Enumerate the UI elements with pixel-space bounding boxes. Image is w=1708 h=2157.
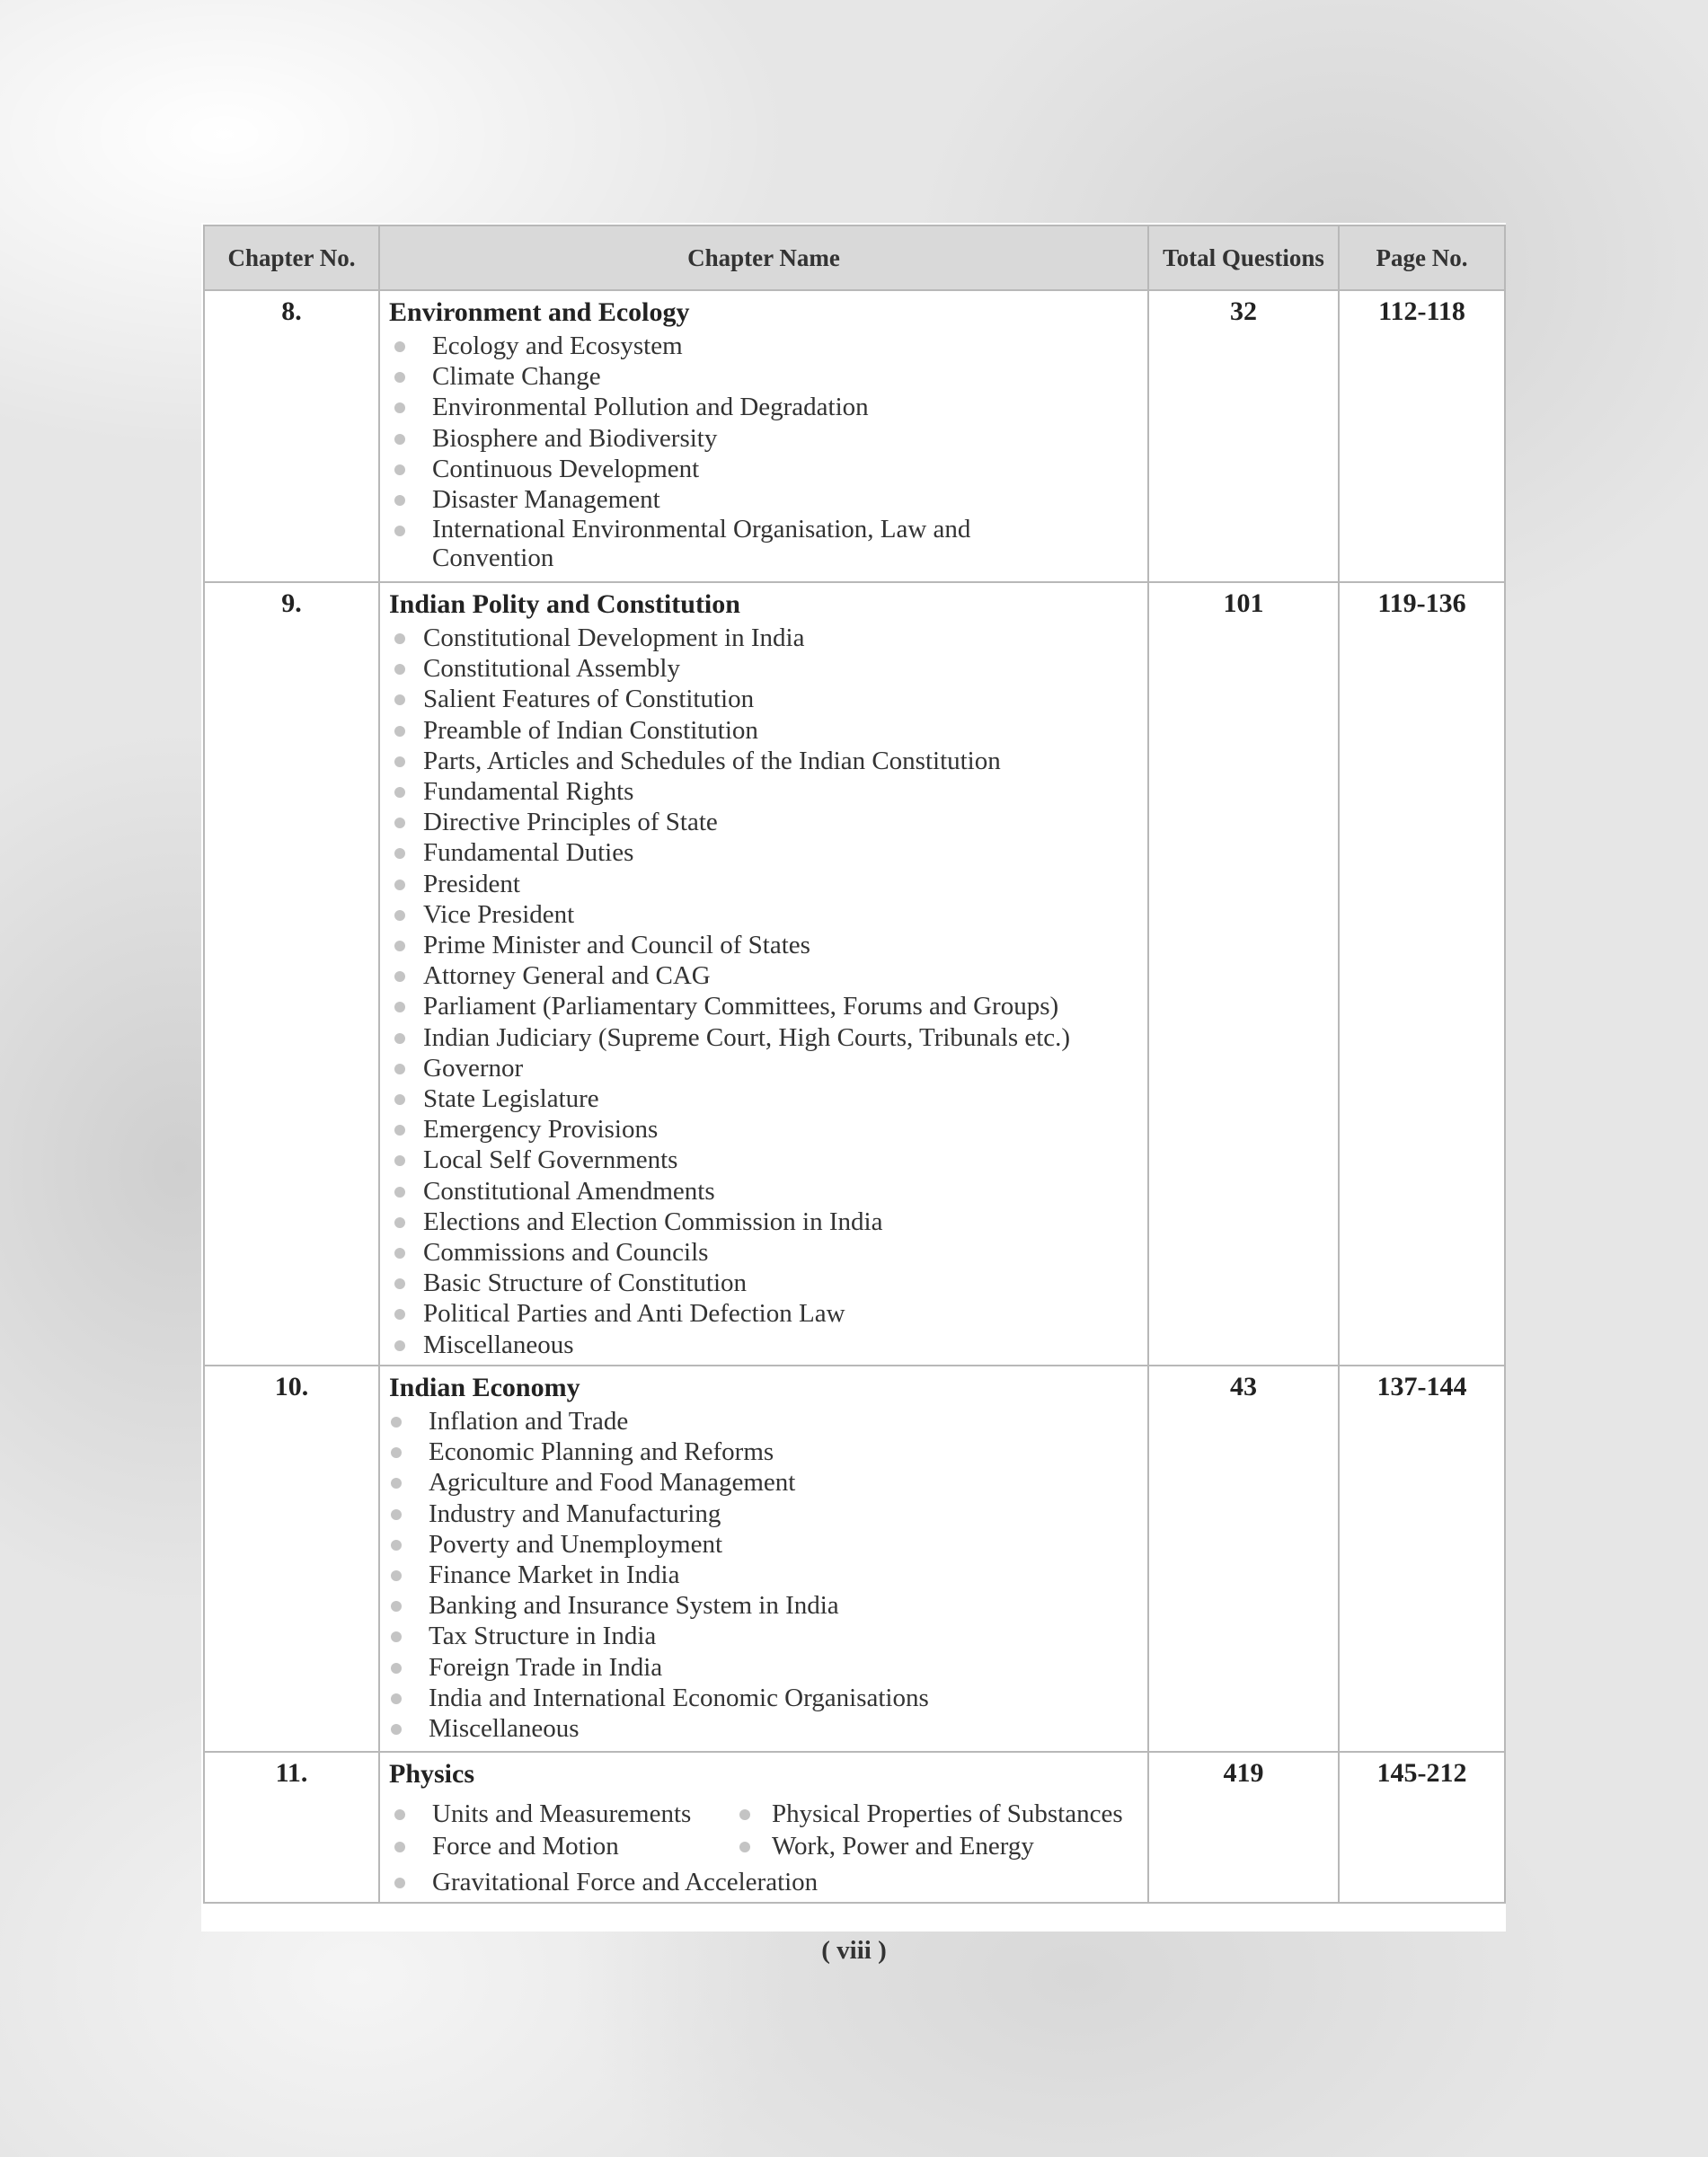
- bullet-icon: [394, 1278, 405, 1289]
- bullet-icon: [394, 464, 405, 475]
- list-item: Constitutional Development in India: [389, 623, 1138, 653]
- bullet-icon: [394, 971, 405, 982]
- list-item: Continuous Development: [389, 454, 1138, 484]
- bullet-icon: [394, 1094, 405, 1105]
- list-item: Gravitational Force and Acceleration: [389, 1866, 1147, 1898]
- list-item: Environmental Pollution and Degradation: [389, 392, 1138, 422]
- bullet-icon: [391, 1417, 402, 1428]
- bullet-icon: [394, 633, 405, 644]
- chapter-cell: [379, 1366, 1148, 1752]
- list-item: Disaster Management: [389, 484, 1138, 515]
- list-item: International Environmental Organisation, Law and Convention: [389, 515, 1138, 572]
- list-item: Political Parties and Anti Defection Law: [389, 1298, 1138, 1329]
- bullet-icon: [739, 1842, 750, 1852]
- topic-list: [389, 331, 1138, 572]
- list-item: Agriculture and Food Management: [385, 1467, 1138, 1498]
- total-questions: 101: [1148, 582, 1339, 1366]
- bullet-icon: [394, 1033, 405, 1044]
- bullet-icon: [391, 1663, 402, 1674]
- list-item: Parts, Articles and Schedules of the Indian Constitution: [389, 746, 1138, 776]
- page-range: 137-144: [1339, 1366, 1505, 1752]
- bullet-icon: [394, 941, 405, 951]
- page-range: 112-118: [1339, 290, 1505, 582]
- chapter-title: Environment and Ecology: [389, 297, 690, 327]
- list-item: Basic Structure of Constitution: [389, 1268, 1138, 1298]
- chapter-title: Physics: [389, 1759, 475, 1789]
- bullet-icon: [394, 910, 405, 921]
- list-item: Miscellaneous: [385, 1713, 1138, 1744]
- bullet-icon: [394, 372, 405, 383]
- chapter-title: Indian Polity and Constitution: [389, 589, 740, 619]
- list-item: Industry and Manufacturing: [385, 1498, 1138, 1529]
- bullet-icon: [391, 1478, 402, 1489]
- bullet-icon: [394, 1125, 405, 1136]
- bullet-icon: [394, 434, 405, 445]
- list-item: Biosphere and Biodiversity: [389, 423, 1138, 454]
- list-item: India and International Economic Organisations: [385, 1683, 1138, 1713]
- list-item: Banking and Insurance System in India: [385, 1590, 1138, 1621]
- chapter-number: 11.: [204, 1752, 379, 1903]
- bullet-icon: [391, 1509, 402, 1520]
- list-item: Attorney General and CAG: [389, 960, 1138, 991]
- list-item: Ecology and Ecosystem: [389, 331, 1138, 361]
- table-row: [204, 582, 1505, 1366]
- bullet-icon: [394, 694, 405, 705]
- list-item: Physical Properties of Substances: [734, 1798, 1147, 1830]
- bullet-icon: [391, 1570, 402, 1581]
- list-item: Tax Structure in India: [385, 1621, 1138, 1651]
- header-page-no: Page No.: [1339, 225, 1505, 290]
- list-item: President: [389, 869, 1138, 899]
- header-chapter-no: Chapter No.: [204, 225, 379, 290]
- bullet-icon: [394, 880, 405, 890]
- topic-list: [389, 623, 1138, 1360]
- list-item: Emergency Provisions: [389, 1114, 1138, 1145]
- chapter-number: 8.: [204, 290, 379, 582]
- list-item: Prime Minister and Council of States: [389, 930, 1138, 960]
- list-item: Vice President: [389, 899, 1138, 930]
- bullet-icon: [391, 1540, 402, 1551]
- chapter-cell: [379, 1752, 1148, 1903]
- bullet-icon: [394, 1878, 405, 1888]
- header-total-questions: Total Questions: [1148, 225, 1339, 290]
- page-sheet: [201, 223, 1506, 1932]
- chapter-number: 9.: [204, 582, 379, 1366]
- page-number: ( viii ): [821, 1936, 887, 1965]
- list-item: Constitutional Assembly: [389, 653, 1138, 684]
- list-item: Foreign Trade in India: [385, 1652, 1138, 1683]
- list-item: Parliament (Parliamentary Committees, Forums and Groups): [389, 991, 1138, 1021]
- bullet-icon: [739, 1809, 750, 1820]
- list-item: Elections and Election Commission in India: [389, 1207, 1138, 1237]
- list-item: Inflation and Trade: [385, 1406, 1138, 1437]
- total-questions: 419: [1148, 1752, 1339, 1903]
- bullet-icon: [394, 1842, 405, 1852]
- list-item: Directive Principles of State: [389, 807, 1138, 837]
- bullet-icon: [391, 1693, 402, 1704]
- table-row: [204, 1366, 1505, 1752]
- bullet-icon: [394, 1064, 405, 1074]
- bullet-icon: [394, 1187, 405, 1198]
- bullet-icon: [394, 1309, 405, 1320]
- list-item: Salient Features of Constitution: [389, 684, 1138, 714]
- list-item: Units and Measurements: [389, 1798, 734, 1830]
- total-questions: 32: [1148, 290, 1339, 582]
- list-item: Governor: [389, 1053, 1138, 1083]
- chapter-title: Indian Economy: [389, 1373, 580, 1402]
- list-item: Work, Power and Energy: [734, 1830, 1147, 1862]
- list-item: Commissions and Councils: [389, 1237, 1138, 1268]
- table-header-row: [204, 225, 1505, 290]
- list-item: Miscellaneous: [389, 1330, 1138, 1360]
- bullet-icon: [394, 526, 405, 536]
- bullet-icon: [394, 848, 405, 859]
- list-item: State Legislature: [389, 1083, 1138, 1114]
- bullet-icon: [394, 1217, 405, 1228]
- bullet-icon: [394, 1809, 405, 1820]
- bullet-icon: [394, 495, 405, 506]
- header-chapter-name: Chapter Name: [379, 225, 1148, 290]
- chapter-cell: [379, 582, 1148, 1366]
- topic-list: [385, 1406, 1138, 1744]
- list-item: Preamble of Indian Constitution: [389, 715, 1138, 746]
- page-range: 119-136: [1339, 582, 1505, 1366]
- bullet-icon: [394, 341, 405, 352]
- list-item: Economic Planning and Reforms: [385, 1437, 1138, 1467]
- bullet-icon: [391, 1724, 402, 1735]
- topic-list: [389, 1798, 1138, 1898]
- list-item: Local Self Governments: [389, 1145, 1138, 1175]
- list-item: Force and Motion: [389, 1830, 734, 1862]
- list-item: Finance Market in India: [385, 1560, 1138, 1590]
- bullet-icon: [394, 756, 405, 767]
- list-item: Fundamental Rights: [389, 776, 1138, 807]
- list-item: Indian Judiciary (Supreme Court, High Courts, Tribunals etc.): [389, 1022, 1138, 1053]
- bullet-icon: [391, 1601, 402, 1612]
- list-item: Constitutional Amendments: [389, 1176, 1138, 1207]
- bullet-icon: [394, 1002, 405, 1012]
- bullet-icon: [394, 787, 405, 798]
- table-row: [204, 1752, 1505, 1903]
- contents-table: [203, 225, 1506, 1904]
- bullet-icon: [394, 1248, 405, 1259]
- bullet-icon: [394, 818, 405, 828]
- chapter-number: 10.: [204, 1366, 379, 1752]
- bullet-icon: [394, 1340, 405, 1351]
- bullet-icon: [394, 726, 405, 737]
- list-item: Fundamental Duties: [389, 837, 1138, 868]
- table-row: [204, 290, 1505, 582]
- list-item: Poverty and Unemployment: [385, 1529, 1138, 1560]
- bullet-icon: [391, 1631, 402, 1642]
- chapter-cell: [379, 290, 1148, 582]
- page-range: 145-212: [1339, 1752, 1505, 1903]
- total-questions: 43: [1148, 1366, 1339, 1752]
- bullet-icon: [394, 1155, 405, 1166]
- bullet-icon: [391, 1447, 402, 1458]
- list-item: Climate Change: [389, 361, 1138, 392]
- bullet-icon: [394, 664, 405, 675]
- bullet-icon: [394, 402, 405, 413]
